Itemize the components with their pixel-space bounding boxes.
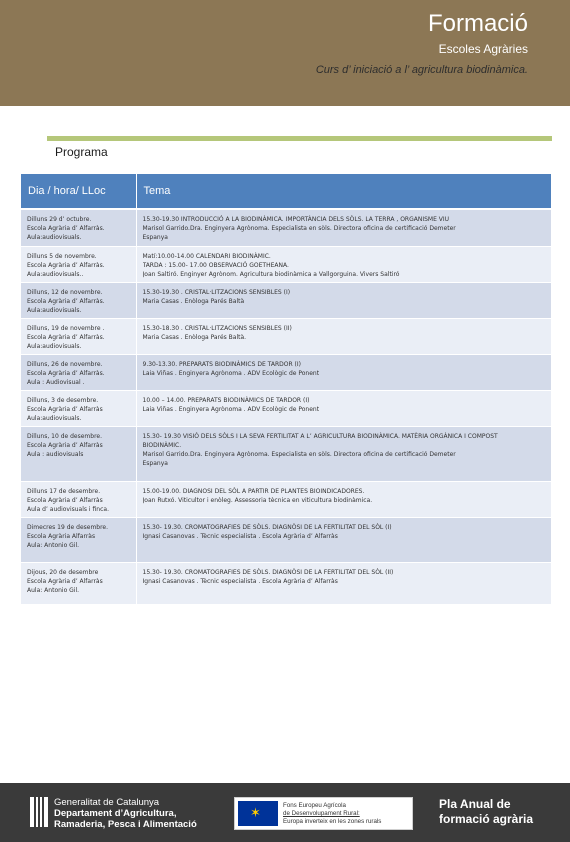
cell-line: Aula:audiovisuals.. [27,270,84,278]
cell-line: Dilluns 5 de novembre. [27,252,97,260]
cell-line: Maria Casas . Enòloga Parés Baltà. [142,333,247,341]
header-banner [0,0,570,106]
cell-day-place [21,282,136,318]
cell-line: 15.30-19.30 . CRISTAL·LITZACIONS SENSIBLES (I) [142,288,291,296]
department-line: Departament d’Agricultura, [54,808,177,819]
cell-line: Aula: Antonio Gil. [27,586,80,594]
plan-title-line: formació agrària [439,812,534,826]
cell-line: Dilluns, 26 de novembre. [27,360,103,368]
cell-line: Ignasi Casanovas . Tècnic especialista . Escola Agrària d’ Alfarràs [142,577,338,585]
cell-line: Maria Casas . Enòloga Parés Baltà [142,297,245,305]
plan-title-line: Pla Anual de [439,797,511,811]
table-row [21,517,551,562]
eu-line: de Desenvolupament Rural: [283,810,360,817]
generalitat-line: Generalitat de Catalunya [54,797,160,808]
cell-topic [136,318,551,354]
cell-line: Dilluns 29 d’ octubre. [27,216,92,223]
cell-day-place [21,481,136,517]
cell-day-place [21,562,136,604]
cell-line: Escola Agrària d’ Alfarràs [27,441,103,449]
table-header-row [21,174,551,209]
table-row [21,209,551,246]
cell-day-place [21,390,136,426]
table-row [21,282,551,318]
header-title: Formació [427,10,528,37]
generalitat-logo-icon [30,797,48,827]
eu-funding-badge [234,797,413,830]
cell-line: Aula : audiovisuals [27,450,84,458]
cell-line: Escola Agrària d’ Alfarràs [27,496,103,504]
cell-topic [136,390,551,426]
cell-line: Espanya [142,459,168,467]
cell-topic [136,246,551,282]
cell-line: Aula: Antonio Gil. [27,541,80,549]
program-table-container [21,174,551,605]
cell-day-place [21,354,136,390]
cell-topic [136,426,551,481]
column-header-topic: Tema [136,174,551,209]
cell-line: 15.30-18.30 . CRISTAL·LITZACIONS SENSIBLES (II) [142,324,292,332]
cell-line: Escola Agrària d’ Alfarràs. [27,297,105,305]
cell-day-place [21,426,136,481]
cell-line: Dilluns, 3 de desembre. [27,396,99,404]
cell-line: Escola Agrària d’ Alfarràs [27,405,103,413]
table-row [21,481,551,517]
table-row [21,562,551,604]
cell-line: 15.00-19.00. DIAGNOSI DEL SÒL A PARTIR DE PLANTES BIOINDICADORES. [142,487,365,495]
cell-line: 9.30-13.30. PREPARATS BIODINÀMICS DE TARDOR (I) [142,360,301,368]
cell-line: Dimecres 19 de desembre. [27,523,109,531]
cell-line: Marisol Garrido.Dra. Enginyera Agrònoma. Especialista en sòls. Directora oficina de certificació Demeter [142,450,456,458]
cell-line: Aula:audiovisuals. [27,342,82,350]
eu-funding-text [283,802,381,826]
cell-line: Espanya [142,234,168,241]
cell-line: Dilluns 17 de desembre. [27,487,101,495]
cell-line: Aula:audiovisuals. [27,234,82,241]
cell-line: Escola Agrària d’ Alfarràs [27,577,103,585]
course-title: Curs d’ iniciació a l’ agricultura biodinàmica. [315,64,528,76]
cell-topic [136,209,551,246]
cell-line: Marisol Garrido.Dra. Enginyera Agrònoma. Especialista en sòls. Directora oficina de certificació Demeter [142,225,456,232]
cell-line: Escola Agrària Alfarràs [27,532,96,540]
generalitat-text [54,797,197,830]
cell-line: Dilluns, 10 de desembre. [27,432,103,440]
eu-line: Europa inverteix en les zones rurals [283,818,382,825]
column-header-day: Dia / hora/ LLoc [21,174,136,209]
cell-line: Joan Rutxó. Viticultor i enòleg. Assessoria tècnica en viticultura biodinàmica. [142,496,373,504]
cell-line: Escola Agrària d’ Alfarràs. [27,369,105,377]
table-row [21,318,551,354]
table-body [21,209,551,604]
eu-flag-icon: ✶ [238,801,278,826]
cell-line: TARDA : 15.00- 17.00 OBSERVACIÓ GOETHEANA. [142,261,289,269]
cell-day-place [21,318,136,354]
cell-line: BIODINÀMIC. [142,441,182,449]
cell-line: Joan Saltiró. Enginyer Agrònom. Agricultura biodinàmica a Vallgorguina. Vivers Saltiró [142,270,400,278]
cell-day-place [21,209,136,246]
cell-line: Aula d’ audiovisuals i finca. [27,505,109,513]
cell-line: Dijous, 20 de desembre [27,568,99,576]
cell-line: Aula:audiovisuals. [27,414,82,422]
cell-line: Laia Viñas . Enginyera Agrònoma . ADV Ecològic de Ponent [142,369,320,377]
cell-topic [136,517,551,562]
cell-line: Dilluns, 12 de novembre. [27,288,103,296]
cell-topic [136,481,551,517]
cell-line: Ignasi Casanovas . Tècnic especialista . Escola Agrària d’ Alfarràs [142,532,338,540]
cell-line: 15.30- 19.30 VISIÓ DELS SÒLS I LA SEVA FERTILITAT A L’ AGRICULTURA BIODINÀMICA. MATÈRIA ORGÀNICA I COMPOST [142,432,498,440]
cell-line: Matí:10.00-14.00 CALENDARI BIODINÀMIC. [142,252,271,260]
cell-line: 15.30- 19.30. CROMATOGRAFIES DE SÒLS. DIAGNÒSI DE LA FERTILITAT DEL SÒL (I) [142,523,392,531]
cell-line: Escola Agrària d’ Alfarràs. [27,225,105,232]
plan-title [439,797,533,827]
cell-line: Aula : Audiovisual . [27,378,85,386]
eu-line: Fons Europeu Agrícola [283,802,346,809]
table-row [21,246,551,282]
header-subtitle: Escoles Agràries [438,42,528,56]
table-row [21,390,551,426]
cell-line: Escola Agrària d’ Alfarràs. [27,333,105,341]
cell-day-place [21,246,136,282]
table-row [21,426,551,481]
cell-topic [136,562,551,604]
cell-line: Laia Viñas . Enginyera Agrònoma . ADV Ecològic de Ponent [142,405,320,413]
section-label: Programa [55,145,108,159]
cell-topic [136,354,551,390]
accent-divider [47,136,552,141]
cell-line: Escola Agrària d’ Alfarràs. [27,261,105,269]
cell-topic [136,282,551,318]
department-line: Ramaderia, Pesca i Alimentació [54,819,197,830]
cell-line: 10.00 – 14.00. PREPARATS BIODINÀMICS DE TARDOR (I) [142,396,310,404]
program-table [21,174,552,605]
cell-line: 15.30-19.30 INTRODUCCIÓ A LA BIODINÀMICA. IMPORTÀNCIA DELS SÒLS. LA TERRA , ORGANISME VIU [142,216,450,223]
cell-line: 15.30- 19.30. CROMATOGRAFIES DE SÒLS. DIAGNÒSI DE LA FERTILITAT DEL SÒL (II) [142,568,394,576]
cell-line: Dilluns, 19 de novembre . [27,324,105,332]
table-row [21,354,551,390]
cell-day-place [21,517,136,562]
cell-line: Aula:audiovisuals. [27,306,82,314]
